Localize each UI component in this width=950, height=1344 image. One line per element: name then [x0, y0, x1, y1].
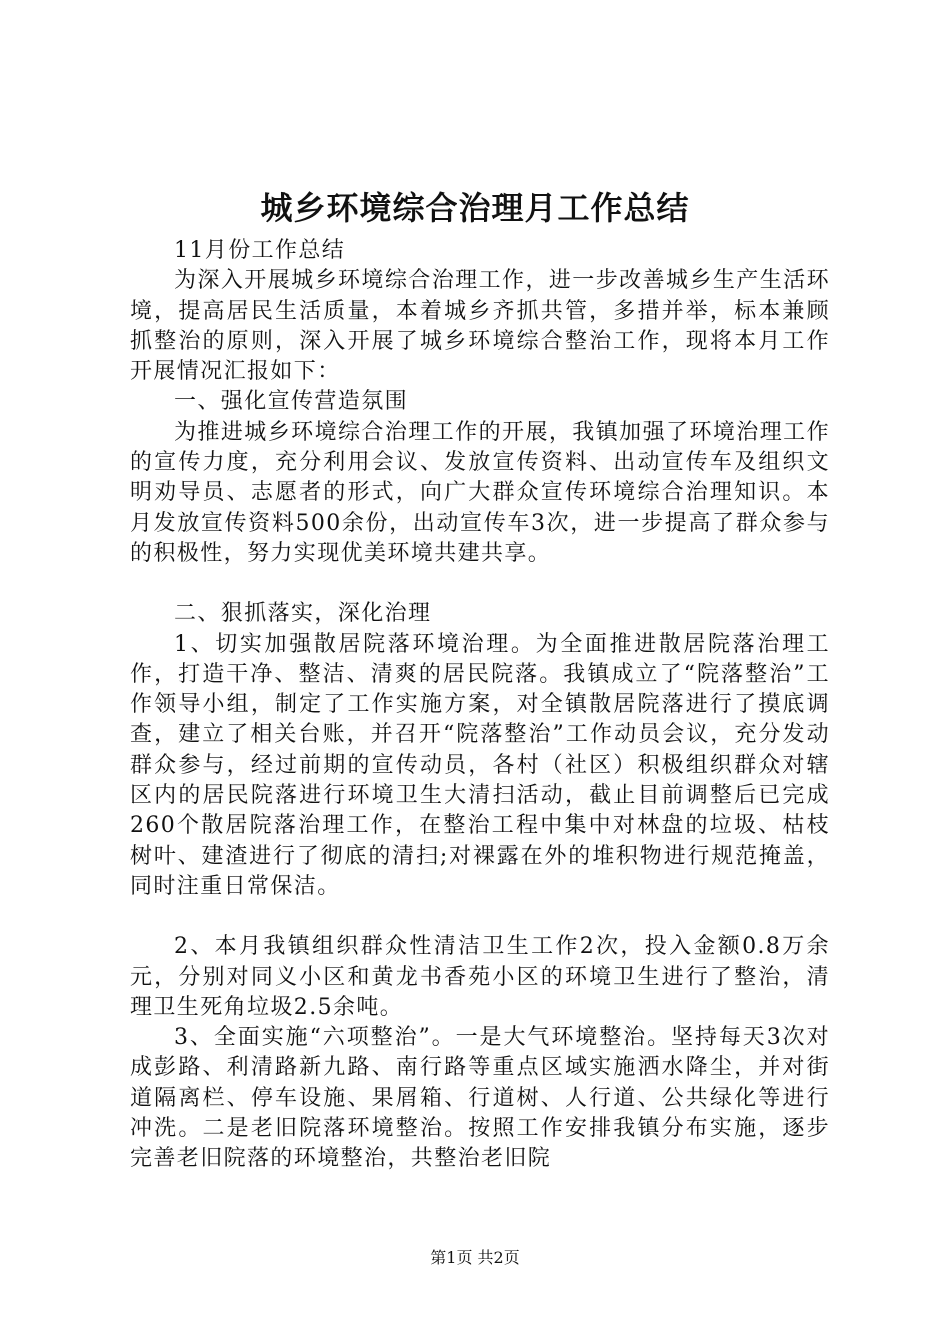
paragraph-cleaning-work: 2、本月我镇组织群众性清洁卫生工作2次，投入金额0.8万余元，分别对同义小区和黄龙书香苑小区的环境卫生进行了整治，清理卫生死角垃圾2.5余吨。: [130, 934, 830, 1020]
page-footer: 第1页 共2页: [430, 1248, 520, 1267]
paragraph-six-rectifications: 3、全面实施“六项整治”。一是大气环境整治。坚持每天3次对成彭路、利清路新九路、南行路等重点区域实施洒水降尘，并对街道隔离栏、停车设施、果屑箱、行道树、人行道、公共绿化等进行冲洗。二是老旧院落环境整治。按照工作安排我镇分布实施，逐步完善老旧院落的环境整治，共整治老旧院: [130, 1025, 830, 1172]
section-heading-publicity: 一、强化宣传营造氛围: [174, 389, 409, 415]
paragraph-courtyard-governance: 1、切实加强散居院落环境治理。为全面推进散居院落治理工作，打造干净、整洁、清爽的居民院落。我镇成立了“院落整治”工作领导小组，制定了工作实施方案，对全镇散居院落进行了摸底调查，建立了相关台账，并召开“院落整治”工作动员会议，充分发动群众参与，经过前期的宣传动员，各村（社区）积极组织群众对辖区内的居民院落进行环境卫生大清扫活动，截止目前调整后已完成260个散居院落治理工作，在整治工程中集中对林盘的垃圾、枯枝树叶、建渣进行了彻底的清扫;对裸露在外的堆积物进行规范掩盖，同时注重日常保洁。: [130, 631, 830, 899]
section-heading-implementation: 二、狠抓落实，深化治理: [174, 601, 432, 627]
document-body: [130, 236, 830, 1175]
paragraph-intro: 为深入开展城乡环境综合治理工作，进一步改善城乡生产生活环境，提高居民生活质量，本着城乡齐抓共管，多措并举，标本兼顾抓整治的原则，深入开展了城乡环境综合整治工作，现将本月工作开展情况汇报如下：: [130, 268, 830, 385]
paragraph-month-heading: 11月份工作总结: [174, 238, 346, 263]
paragraph-publicity: 为推进城乡环境综合治理工作的开展，我镇加强了环境治理工作的宣传力度，充分利用会议、发放宣传资料、出动宣传车及组织文明劝导员、志愿者的形式，向广大群众宣传环境综合治理知识。本月发放宣传资料500余份，出动宣传车3次，进一步提高了群众参与的积极性，努力实现优美环境共建共享。: [130, 419, 830, 566]
document-title: 城乡环境综合治理月工作总结: [260, 189, 690, 227]
